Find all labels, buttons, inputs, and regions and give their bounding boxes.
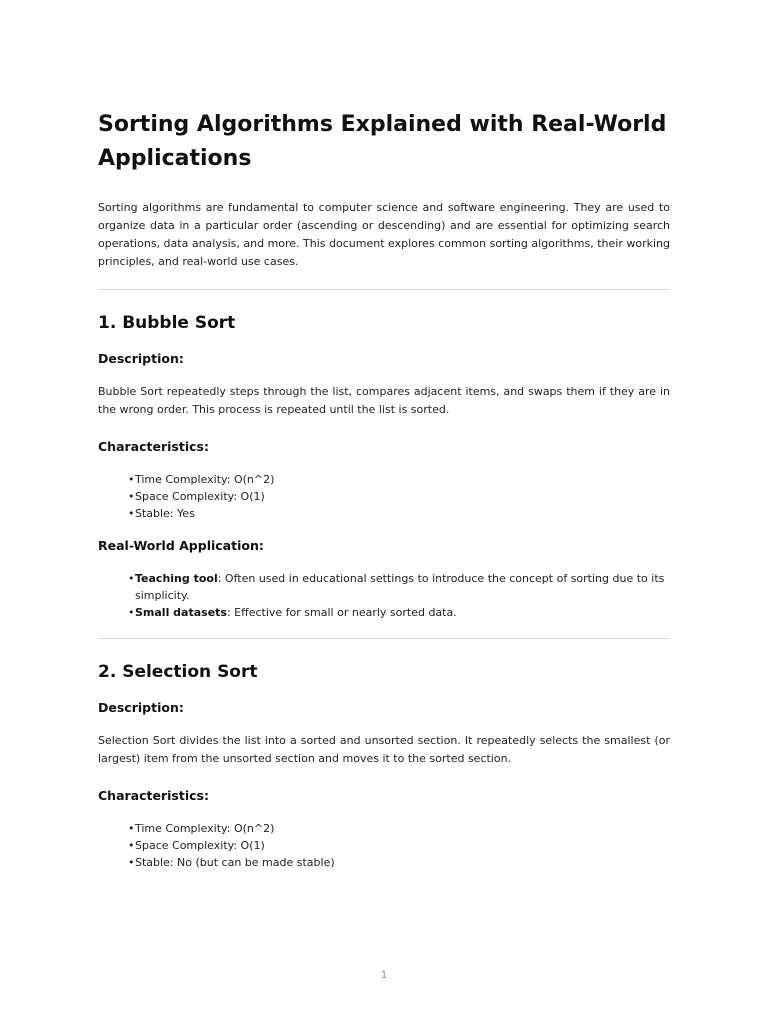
applications-list (98, 570, 670, 621)
list-item: •Time Complexity: O(n^2) (128, 822, 275, 835)
characteristics-list (98, 820, 670, 871)
list-item: •Space Complexity: O(1) (128, 490, 265, 503)
characteristics-list (98, 471, 670, 522)
application-heading: Real-World Application: (98, 538, 264, 553)
description-text: Bubble Sort repeatedly steps through the list, compares adjacent items, and swaps them if they are in the wrong order. This process is repeated until the list is sorted. (98, 385, 670, 416)
section-bubble-sort (98, 311, 670, 621)
characteristics-heading: Characteristics: (98, 788, 209, 803)
list-item: •Space Complexity: O(1) (128, 839, 265, 852)
page-title: Sorting Algorithms Explained with Real-World Applications (98, 112, 667, 171)
list-item: •Stable: Yes (128, 507, 195, 520)
document-page (98, 108, 670, 871)
section-heading: 2. Selection Sort (98, 662, 258, 682)
divider (98, 289, 670, 290)
divider (98, 638, 670, 639)
characteristics-heading: Characteristics: (98, 439, 209, 454)
list-item: •Stable: No (but can be made stable) (128, 856, 335, 869)
intro-paragraph: Sorting algorithms are fundamental to computer science and software engineering. They are used to organize data in a particular order (ascending or descending) and are essential for optimizing search operations, data analysis, and more. This document explores common sorting algorithms, their working principles, and real-world use cases. (98, 201, 670, 268)
description-heading: Description: (98, 700, 184, 715)
description-heading: Description: (98, 351, 184, 366)
section-heading: 1. Bubble Sort (98, 313, 236, 333)
list-item: •Time Complexity: O(n^2) (128, 473, 275, 486)
list-item: •Teaching tool: Often used in educational settings to introduce the concept of sorting due to its simplicity. (128, 572, 665, 602)
section-selection-sort (98, 660, 670, 871)
page-number: 1 (380, 970, 388, 981)
description-text: Selection Sort divides the list into a sorted and unsorted section. It repeatedly selects the smallest (or largest) item from the unsorted section and moves it to the sorted section. (98, 734, 670, 765)
list-item: •Small datasets: Effective for small or nearly sorted data. (128, 606, 457, 619)
